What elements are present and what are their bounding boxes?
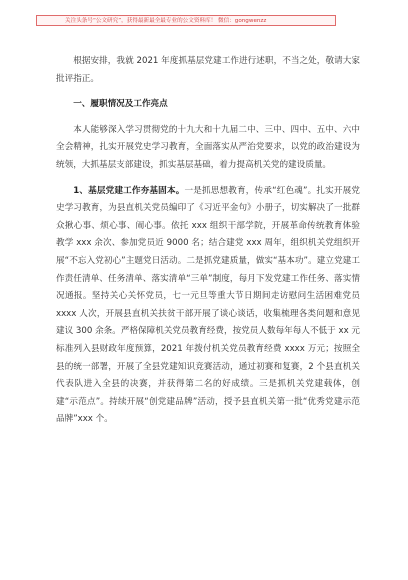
top-banner: 关注头条号“公文研究”，获得最新最全最专业的公文资料库！ 微信：gongwenzz (36, 15, 336, 26)
document-body (56, 53, 360, 429)
section-heading: 一、履职情况及工作亮点 (73, 99, 168, 110)
paragraph (56, 183, 360, 429)
item-text: 一是抓思想教育，传承“红色魂”。扎实开展党史学习教育，为县直机关党员编印了《习近平金句》小册子，切实解决了一批群众揪心事、烦心事、闹心事。依托 xxx 组织干部学院，开展革命传统教育体验教学 xxx 余次、参加党员近 9000 名；结合建党 xxx 周年，组织机关党组织开展“不忘入党初心”主题党日活动。二是抓党建质量，做实“基本功”。建立党建工作责任清单、任务清单、落实清单“三单”制度，每月下发党建工作任务、落实情况通报。坚持关心关怀党员，七一元旦等重大节日期间走访慰问生活困难党员 xxxx 人次，开展县直机关扶贫干部开展了谈心谈话，收集梳理各类问题和意见建议 300 余条。严格保障机关党员教育经费，按党员人数每年每人不低于 xx 元标准列入县财政年度预算，2021 年拨付机关党员教育经费 xxxx 万元；按照全县的统一部署，开展了全县党建知识竞赛活动，通过初赛和复赛，2 个县直机关代表队进入全县的决赛，并获得第二名的好成绩。三是抓机关党建载体，创建“示范点”。持续开展“创党建品牌”活动，授予县直机关第一批“优秀党建示范品牌”xxx 个。 (56, 185, 360, 425)
item-title: 1、基层党建工作夯基固本。 (73, 185, 185, 196)
intro-paragraph: 根据安排，我就 2021 年度抓基层党建工作进行述职，不当之处，敬请大家批评指正。 (56, 56, 360, 84)
paragraph: 本人能够深入学习贯彻党的十九大和十九届二中、三中、四中、五中、六中全会精神，扎实开展党史学习教育，全面落实从严治党要求，以党的政治建设为统领，大抓基层支部建设，抓实基层基础，着力提高机关党的建设质量。 (56, 124, 360, 170)
